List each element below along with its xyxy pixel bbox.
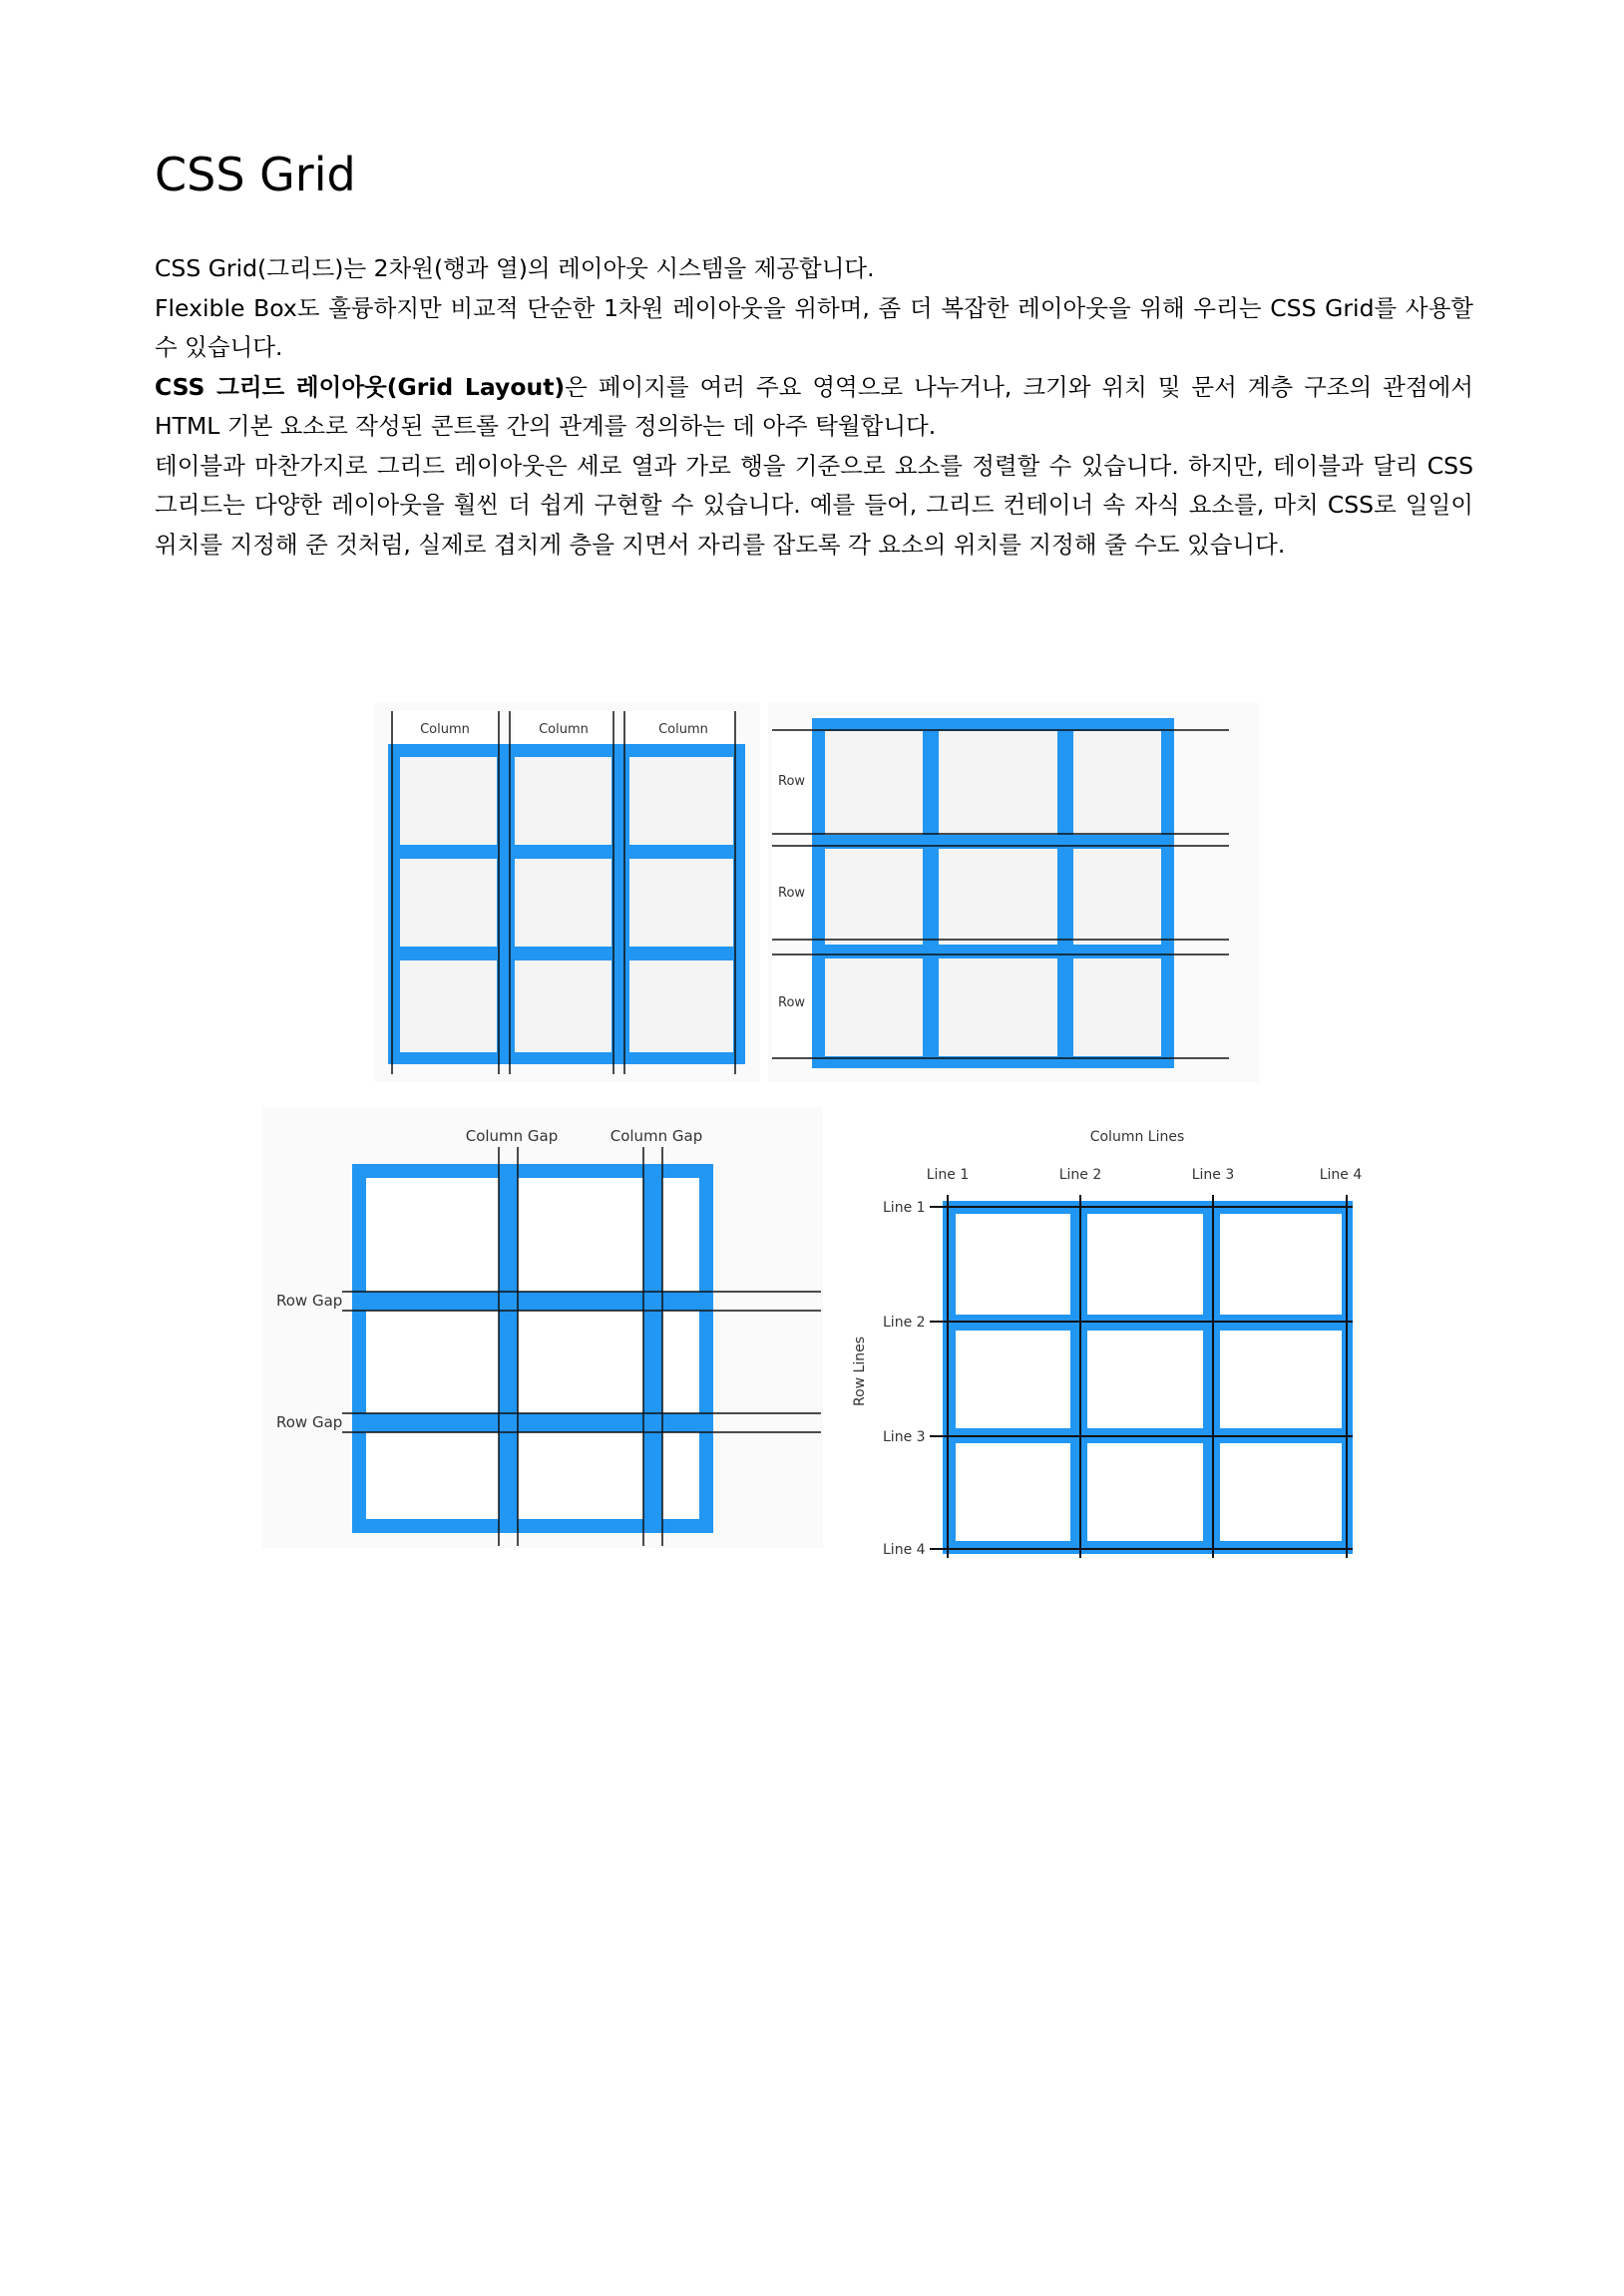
- paragraph-grid-layout: [155, 368, 1473, 447]
- page-title: CSS Grid: [155, 148, 356, 201]
- column-line-label-3: Line 3: [1191, 1167, 1235, 1183]
- row-gap-label-2: Row Gap: [276, 1413, 343, 1431]
- paragraph-intro: CSS Grid(그리드)는 2차원(행과 열)의 레이아웃 시스템을 제공합니다.: [155, 254, 875, 282]
- row-line-label-3: Line 3: [883, 1429, 926, 1445]
- row-label-3: Row: [778, 995, 806, 1010]
- column-gap-label-2: Column Gap: [609, 1127, 703, 1145]
- figure-lines: [838, 1107, 1377, 1561]
- paragraph-table-compare: 테이블과 마찬가지로 그리드 레이아웃은 세로 열과 가로 행을 기준으로 요소를 정렬할 수 있습니다. 하지만, 테이블과 달리 CSS 그리드는 다양한 레이아웃을 훨씬 더 쉽게 구현할 수 있습니다. 예를 들어, 그리드 컨테이너 속 자식 요소를, 마치 CSS로 일일이 위치를 지정해 준 것처럼, 실제로 겹치게 층을 지면서 자리를 잡도록 각 요소의 위치를 지정해 줄 수도 있습니다.: [155, 451, 1473, 559]
- row-label-2: Row: [778, 886, 806, 901]
- row-lines-title: Row Lines: [852, 1336, 868, 1407]
- body-text: [155, 249, 1473, 565]
- row-line-label-2: Line 2: [883, 1315, 926, 1331]
- row-line-label-4: Line 4: [883, 1542, 926, 1558]
- column-label-1: Column: [420, 722, 470, 737]
- column-label-3: Column: [658, 722, 708, 737]
- column-line-label-2: Line 2: [1058, 1167, 1102, 1183]
- paragraph-flexbox: Flexible Box도 훌륭하지만 비교적 단순한 1차원 레이아웃을 위하며, 좀 더 복잡한 레이아웃을 위해 우리는 CSS Grid를 사용할 수 있습니다.: [155, 293, 1473, 361]
- grid-layout-desc: 은 페이지를 여러 주요 영역으로 나누거나, 크기와 위치 및 문서 계층 구조의 관점에서 HTML 기본 요소로 작성된 콘트롤 간의 관계를 정의하는 데 아주 탁월합니다.: [155, 372, 1473, 440]
- grid-layout-term: CSS 그리드 레이아웃(Grid Layout): [155, 372, 566, 401]
- row-line-label-1: Line 1: [883, 1200, 926, 1216]
- column-lines-title: Column Lines: [1089, 1129, 1185, 1145]
- figure-columns: [374, 703, 760, 1082]
- figure-rows: [768, 703, 1259, 1082]
- row-label-1: Row: [778, 774, 806, 789]
- row-gap-label-1: Row Gap: [276, 1292, 343, 1310]
- column-line-label-4: Line 4: [1319, 1167, 1363, 1183]
- column-label-2: Column: [539, 722, 589, 737]
- column-gap-label-1: Column Gap: [465, 1127, 559, 1145]
- figure-gaps: [262, 1107, 823, 1548]
- column-line-label-1: Line 1: [926, 1167, 970, 1183]
